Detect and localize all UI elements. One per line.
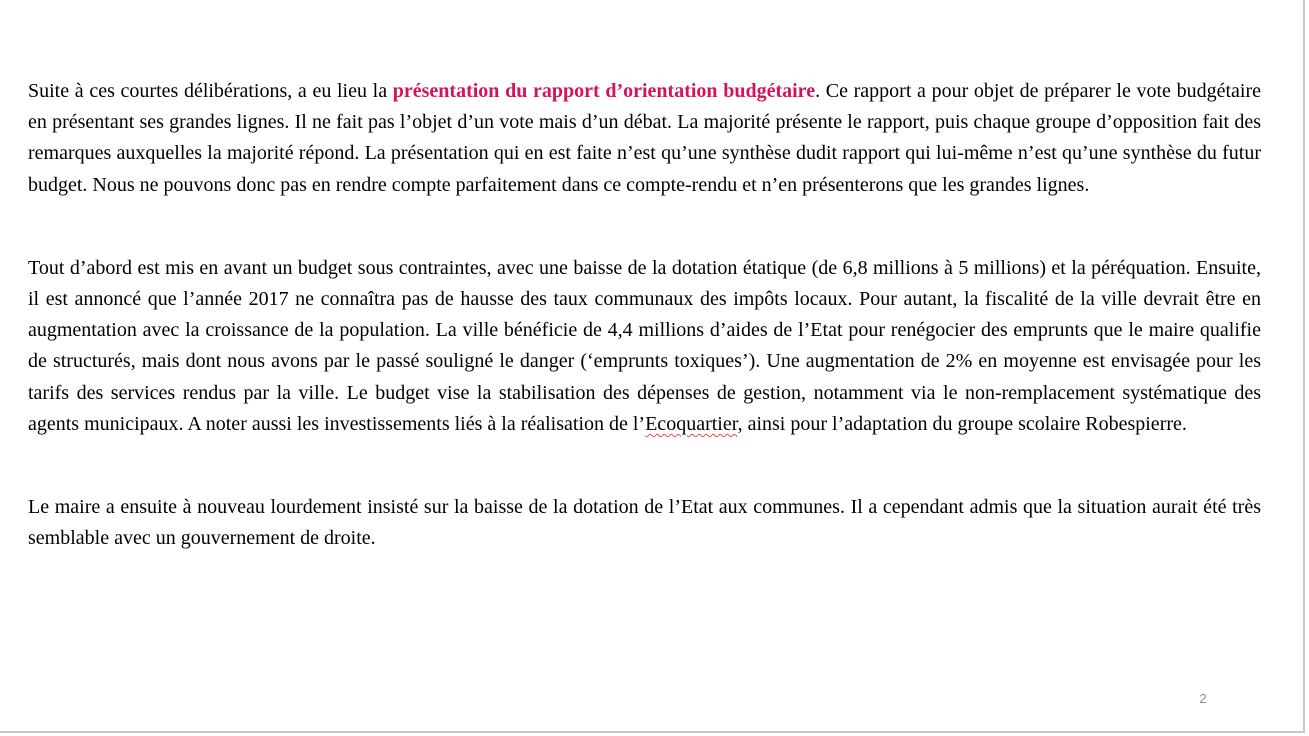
paragraph-2-text-start: Tout d’abord est mis en avant un budget sous contraintes, avec une baisse de la dotation étatique (de 6,8 millions à 5 millions) et la péréquation. Ensuite, il est annoncé que l’année 2017 ne connaîtra pas de hausse des taux communaux des impôts locaux. Pour autant, la fiscalité de la ville devrait être en augmentation avec la croissance de la population. La ville bénéficie de 4,4 millions d’aides de l’Etat pour renégocier des emprunts que le maire qualifie de structurés, mais dont nous avons par le passé souligné le danger (‘emprunts toxiques’). Une augmentation de 2% en moyenne est envisagée pour les tarifs des services rendus par la ville. Le budget vise la stabilisation des dépenses de gestion, notamment via le non-remplacement systématique des agents municipaux. A noter aussi les investissements liés à la réalisation de l’ <box>28 256 1261 435</box>
paragraph-1-text-end: . Ce rapport a pour objet de préparer le vote budgétaire en présentant ses grandes lignes. Il ne fait pas l’objet d’un vote mais d’un débat. La majorité présente le rapport, puis chaque groupe d’opposition fait des remarques auxquelles la majorité répond. La présentation qui en est faite n’est qu’une synthèse dudit rapport qui lui-même n’est qu’une synthèse du futur budget. Nous ne pouvons donc pas en rendre compte parfaitement dans ce compte-rendu et n’en présenterons que les grandes lignes. <box>28 80 1262 196</box>
paragraph-2-text-end: , ainsi pour l’adaptation du groupe scolaire Robespierre. <box>737 412 1187 435</box>
spellcheck-underlined-word: Ecoquartier <box>645 412 738 435</box>
paragraph-3-text: Le maire a ensuite à nouveau lourdement insisté sur la baisse de la dotation de l’Etat aux communes. Il a cependant admis que la situation aurait été très semblable avec un gouvernement de droite. <box>28 496 1261 550</box>
paragraph-1 <box>28 76 1261 201</box>
highlighted-phrase: présentation du rapport d’orientation budgétaire <box>392 80 816 102</box>
paragraph-2 <box>28 253 1261 440</box>
document-body <box>28 76 1261 554</box>
paragraph-1-text-start: Suite à ces courtes délibérations, a eu lieu la <box>28 80 393 102</box>
page-number: 2 <box>1199 691 1207 706</box>
paragraph-3 <box>28 492 1261 554</box>
